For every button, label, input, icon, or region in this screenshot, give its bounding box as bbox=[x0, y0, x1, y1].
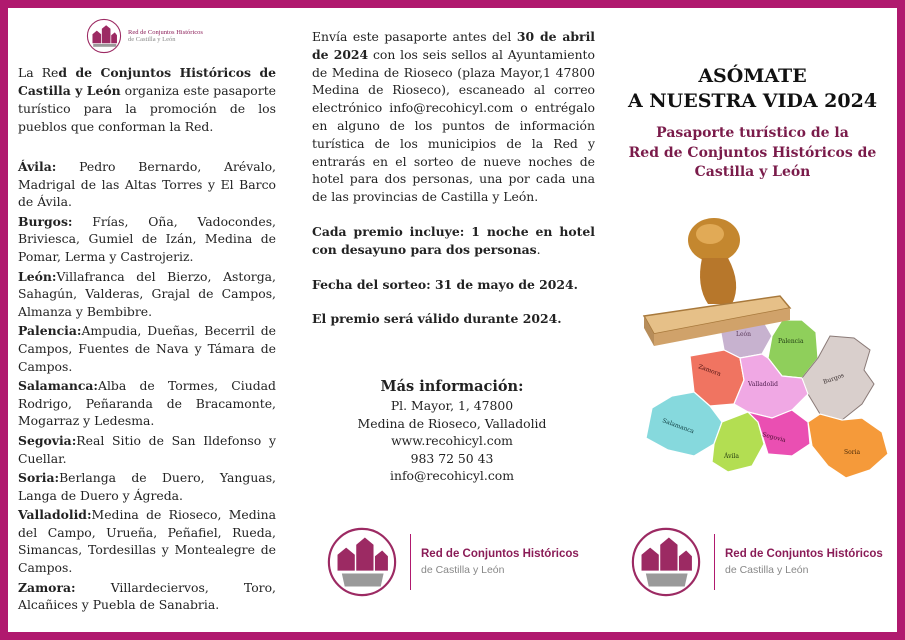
province-name: Ávila: bbox=[18, 159, 57, 174]
email-link[interactable]: info@recohicyl.com bbox=[390, 468, 514, 484]
province-towns: Frías, Oña, Vadocondes, Briviesca, Gumiel de Izán, Medina de Pomar, Lerma y Castrojeriz. bbox=[18, 213, 276, 264]
more-info bbox=[304, 376, 600, 485]
header-logo bbox=[86, 18, 203, 54]
province-item bbox=[18, 579, 276, 614]
map-label-burgos: Burgos bbox=[822, 371, 846, 386]
send-text-start: Envía este pasaporte antes del bbox=[312, 29, 517, 44]
province-towns: Villafranca del Bierzo, Astorga, Sahagún, Valderas, Grajal de Campos, Almanza y Bembibre. bbox=[18, 268, 276, 319]
province-item bbox=[18, 268, 276, 321]
send-text-end: con los seis sellos al Ayuntamiento de Medina de Rioseco (plaza Mayor,1 47800 Medina de Rioseco), escaneado al correo electrónico info@recohicyl.com o entrégalo en alguno de los puntos de información turística de los municipios de la Red y entrarás en el sorteo de nueve noches de hotel para dos personas, una por cada una de las provincias de Castilla y León. bbox=[312, 46, 595, 205]
province-item bbox=[18, 506, 276, 576]
province-name: Salamanca: bbox=[18, 378, 99, 394]
brand-emblem-icon bbox=[630, 526, 702, 598]
province-map bbox=[632, 208, 894, 498]
province-list bbox=[18, 158, 276, 616]
province-name: Valladolid: bbox=[18, 507, 92, 523]
phone-number: 983 72 50 43 bbox=[410, 450, 494, 466]
province-towns: Alba de Tormes, Ciudad Rodrigo, Peñaranda de Bracamonte, Mogarraz y Ledesma. bbox=[18, 378, 276, 429]
cover-panel bbox=[608, 8, 897, 632]
province-item bbox=[18, 213, 276, 266]
more-info-heading: Más información: bbox=[380, 378, 524, 395]
footer-logo-text bbox=[421, 547, 579, 577]
province-towns: Ampudia, Dueñas, Becerril de Campos, Fuentes de Nava y Támara de Campos. bbox=[18, 323, 276, 374]
brand-region: de Castilla y León bbox=[421, 563, 505, 576]
province-towns: Berlanga de Duero, Yanguas, Langa de Duero y Ágreda. bbox=[18, 470, 276, 503]
title-line-2: A NUESTRA VIDA 2024 bbox=[627, 90, 878, 112]
website-link[interactable]: www.recohicyl.com bbox=[391, 433, 513, 449]
header-logo-text bbox=[128, 29, 203, 43]
subtitle-line-3: Castilla y León bbox=[694, 164, 811, 180]
address-line: Pl. Mayor, 1, 47800 bbox=[390, 398, 514, 413]
province-towns: Medina de Rioseco, Medina del Campo, Urueña, Peñafiel, Rueda, Simancas, Tordesillas y Montealegre de Campos. bbox=[18, 507, 276, 576]
brand-name: Red de Conjuntos Históricos bbox=[128, 28, 203, 36]
cover-title bbox=[608, 64, 897, 114]
map-label-valladolid: Valladolid bbox=[748, 381, 778, 388]
province-item bbox=[18, 158, 276, 211]
brand-emblem-icon bbox=[86, 18, 122, 54]
left-panel bbox=[8, 8, 298, 632]
brand-name: Red de Conjuntos Históricos bbox=[725, 548, 883, 561]
brand-region: de Castilla y León bbox=[725, 563, 809, 576]
province-towns: Villardeciervos, Toro, Alcañices y Puebla de Sanabria. bbox=[18, 579, 276, 613]
brochure-page bbox=[8, 8, 897, 632]
province-name: Burgos: bbox=[18, 213, 73, 229]
instructions bbox=[312, 28, 595, 345]
province-name: Soria: bbox=[18, 470, 60, 486]
map-label-zamora: Zamora bbox=[697, 363, 722, 378]
brand-emblem-icon bbox=[326, 526, 398, 598]
deadline-date: 30 de abril de 2024 bbox=[312, 29, 595, 62]
province-name: Segovia: bbox=[18, 432, 77, 448]
brand-name: Red de Conjuntos Históricos bbox=[421, 548, 579, 561]
province-item bbox=[18, 469, 276, 504]
prize-details bbox=[312, 223, 595, 259]
province-item bbox=[18, 377, 276, 430]
footer-logo-middle bbox=[326, 526, 579, 598]
brand-region: de Castilla y León bbox=[128, 36, 176, 43]
map-label-salamanca: Salamanca bbox=[661, 417, 695, 436]
send-instructions bbox=[312, 28, 595, 206]
province-name: Zamora: bbox=[18, 579, 76, 595]
middle-panel bbox=[304, 8, 600, 632]
logo-divider bbox=[410, 534, 411, 590]
province-item bbox=[18, 322, 276, 375]
rubber-stamp-icon bbox=[644, 218, 790, 346]
province-name: León: bbox=[18, 268, 57, 284]
cover-subtitle bbox=[608, 124, 897, 183]
validity-text: El premio será válido durante 2024. bbox=[312, 311, 562, 327]
map-label-palencia: Palencia bbox=[778, 338, 804, 345]
prize-period: . bbox=[536, 241, 541, 257]
province-item bbox=[18, 432, 276, 467]
map-label-segovia: Segovia bbox=[761, 431, 787, 445]
city-line: Medina de Rioseco, Valladolid bbox=[357, 415, 547, 431]
draw-date bbox=[312, 276, 595, 294]
subtitle-line-1: Pasaporte turístico de la bbox=[656, 125, 849, 141]
map-label-leon: León bbox=[736, 331, 752, 338]
subtitle-line-2: Red de Conjuntos Históricos de bbox=[628, 144, 877, 161]
title-line-1: ASÓMATE bbox=[698, 65, 807, 87]
province-towns: Real Sitio de San Ildefonso y Cuellar. bbox=[18, 432, 276, 466]
province-towns: Pedro Bernardo, Arévalo, Madrigal de las Altas Torres y El Barco de Ávila. bbox=[18, 159, 276, 210]
intro-network-name: d de Conjuntos Históricos de Castilla y León bbox=[18, 65, 276, 98]
province-name: Palencia: bbox=[18, 323, 82, 339]
footer-logo-text bbox=[725, 547, 883, 577]
map-label-avila: Ávila bbox=[724, 453, 739, 460]
intro-text-start: La Re bbox=[18, 65, 59, 80]
logo-divider bbox=[714, 534, 715, 590]
prize-text: Cada premio incluye: 1 noche en hotel con desayuno para dos personas bbox=[312, 223, 595, 257]
footer-logo-cover bbox=[630, 526, 883, 598]
intro-text-end: organiza este pasaporte turístico para la promoción de los pueblos que conforman la Red. bbox=[18, 83, 277, 134]
map-label-soria: Soria bbox=[844, 449, 861, 456]
intro-paragraph bbox=[18, 64, 276, 136]
draw-date-text: Fecha del sorteo: 31 de mayo de 2024. bbox=[312, 276, 578, 292]
map-region-soria bbox=[808, 414, 888, 478]
prize-validity bbox=[312, 310, 595, 328]
